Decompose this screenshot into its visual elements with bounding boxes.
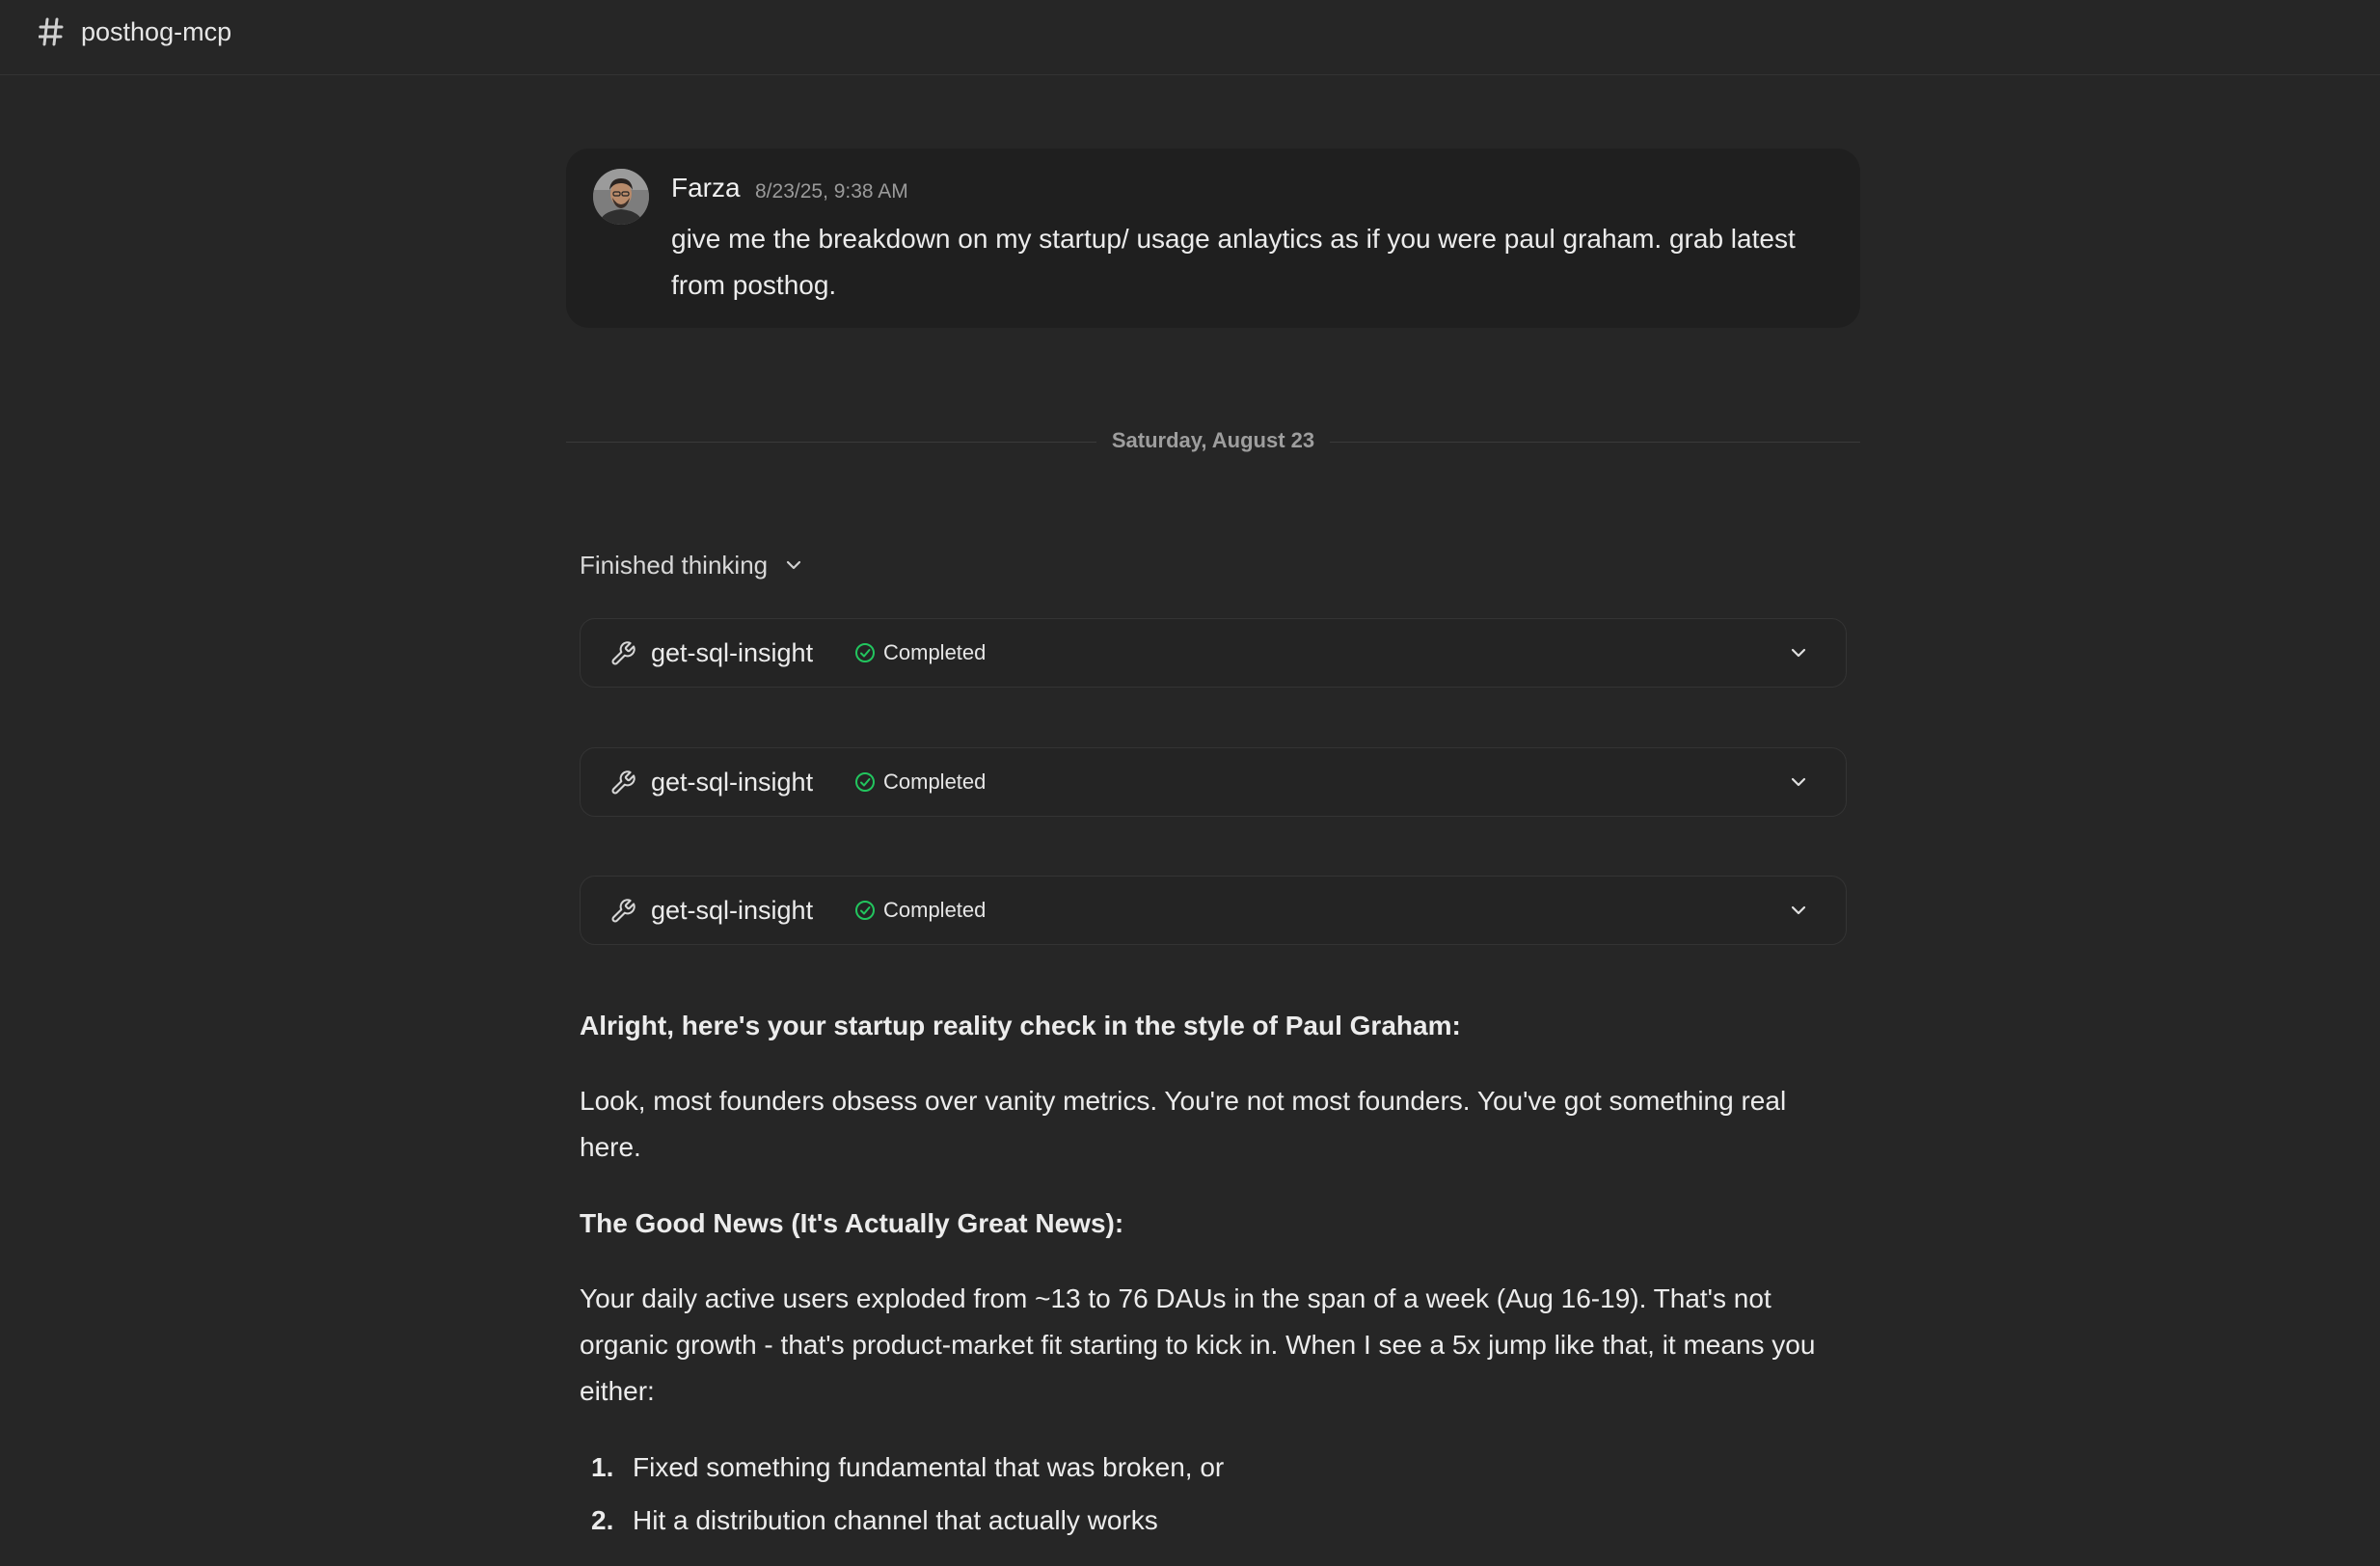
status-badge [854, 638, 986, 667]
date-label: Saturday, August 23 [1111, 428, 1315, 452]
tool-name: get-sql-insight [651, 896, 814, 925]
chevron-down-icon[interactable] [1788, 771, 1809, 793]
wrench-icon [609, 770, 636, 796]
status-badge [854, 768, 986, 796]
chevron-down-icon[interactable] [1788, 642, 1809, 663]
status-label: Completed [883, 898, 987, 922]
channel-name[interactable]: posthog-mcp [81, 17, 232, 46]
status-badge [854, 896, 986, 925]
channel-header [0, 0, 2380, 75]
user-message [566, 148, 1860, 328]
tool-call-card[interactable] [580, 876, 1847, 945]
status-label: Completed [883, 770, 987, 794]
list-item [580, 1444, 1224, 1491]
thinking-label: Finished thinking [580, 550, 769, 580]
message-text: give me the breakdown on my startup/ usage anlaytics as if you were paul graham. grab latest from posthog. [671, 224, 1796, 300]
response-paragraph: Your daily active users exploded from ~13 to 76 DAUs in the span of a week (Aug 16-19). That's not organic growth - that's product-market fit starting to kick in. When I see a 5x jump like that, it means you either: [580, 1283, 1816, 1406]
list-number: 1. [591, 1452, 614, 1482]
chevron-down-icon [783, 554, 804, 576]
hash-icon [39, 17, 64, 46]
divider-line [1330, 442, 1860, 443]
wrench-icon [609, 898, 636, 925]
tool-call-card[interactable] [580, 747, 1847, 817]
avatar[interactable] [593, 169, 649, 225]
list-item [580, 1498, 1158, 1544]
check-circle-icon [854, 642, 876, 663]
chevron-down-icon[interactable] [1788, 900, 1809, 921]
status-label: Completed [883, 640, 987, 664]
tool-call-card[interactable] [580, 618, 1847, 688]
wrench-icon [609, 640, 636, 667]
tool-name: get-sql-insight [651, 638, 814, 667]
list-number: 2. [591, 1505, 614, 1535]
list-item-text: Fixed something fundamental that was broken, or [633, 1452, 1225, 1482]
thinking-toggle[interactable] [580, 546, 804, 584]
check-circle-icon [854, 900, 876, 921]
message-author[interactable]: Farza [671, 173, 741, 202]
response-heading: Alright, here's your startup reality check in the style of Paul Graham: [580, 1011, 1461, 1040]
response-heading: The Good News (It's Actually Great News): [580, 1208, 1124, 1238]
date-divider [566, 424, 1860, 459]
tool-name: get-sql-insight [651, 768, 814, 796]
list-item-text: Hit a distribution channel that actually works [633, 1505, 1158, 1535]
message-timestamp: 8/23/25, 9:38 AM [755, 180, 908, 202]
response-paragraph: Look, most founders obsess over vanity metrics. You're not most founders. You've got something real here. [580, 1086, 1787, 1162]
check-circle-icon [854, 771, 876, 793]
